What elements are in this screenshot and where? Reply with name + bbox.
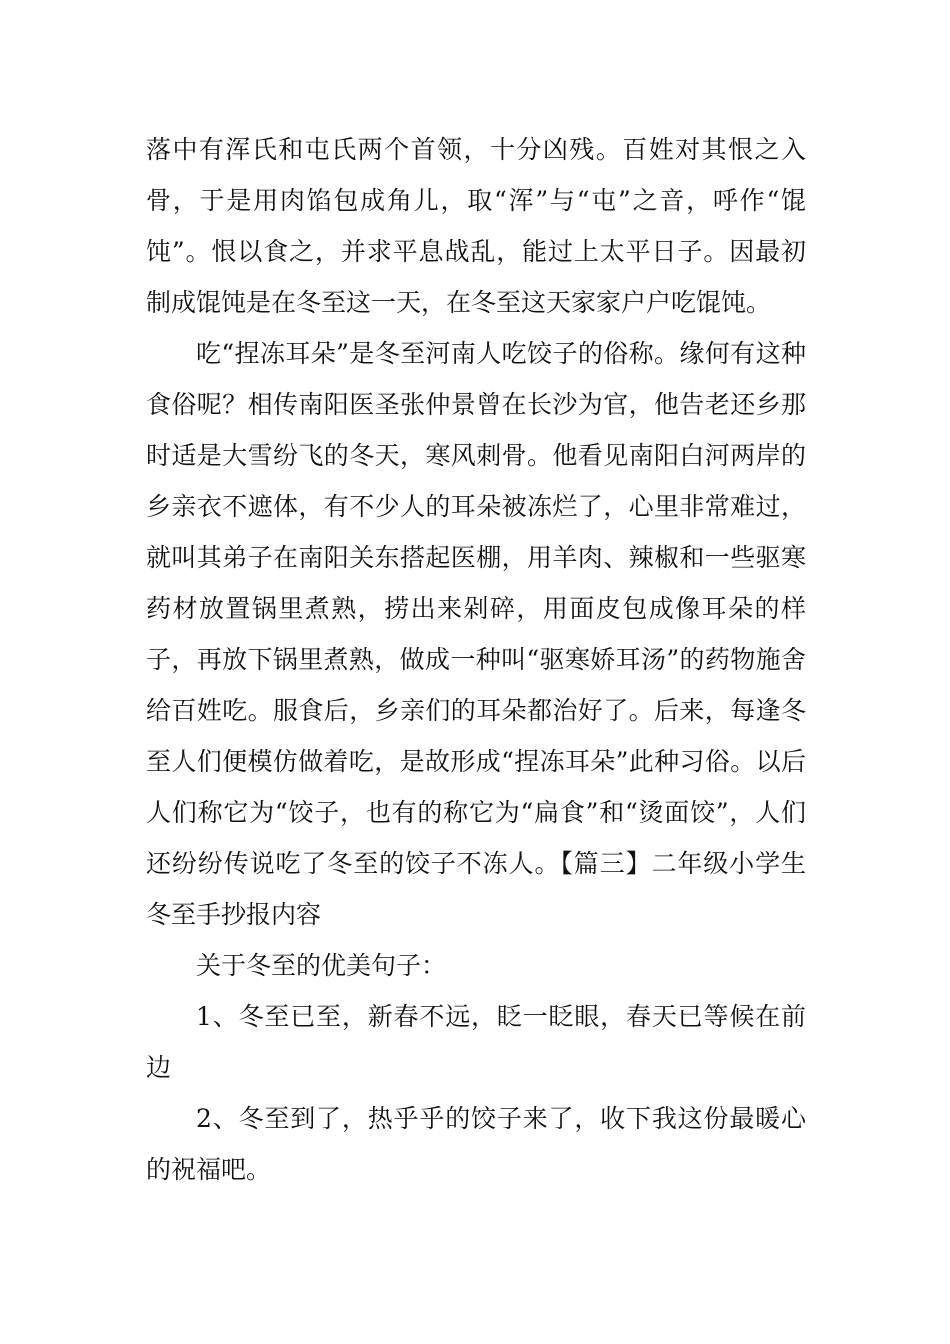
list-item-sentence-1 [146,991,806,1093]
paragraph-text: 落中有浑氏和屯氏两个首领，十分凶残。百姓对其恨之入骨，于是用肉馅包成角儿，取“浑”与“屯”之音，呼作“馄饨”。恨以食之，并求平息战乱，能过上太平日子。因最初制成馄饨是在冬至这一天，在冬至这天家家户户吃馄饨。 [146,135,806,317]
paragraph-text: 关于冬至的优美句子： [196,951,447,980]
paragraph-text: 吃“捏冻耳朵”是冬至河南人吃饺子的俗称。缘何有这种食俗呢？相传南阳医圣张仲景曾在长沙为官，他告老还乡那时适是大雪纷飞的冬天，寒风刺骨。他看见南阳白河两岸的乡亲衣不遮体，有不少人的耳朵被冻烂了，心里非常难过，就叫其弟子在南阳关东搭起医棚，用羊肉、辣椒和一些驱寒药材放置锅里煮熟，捞出来剁碎，用面皮包成像耳朵的样子，再放下锅里煮熟，做成一种叫“驱寒娇耳汤”的药物施舍给百姓吃。服食后，乡亲们的耳朵都治好了。后来，每逢冬至人们便模仿做着吃，是故形成“捏冻耳朵”此种习俗。以后人们称它为“饺子，也有的称它为“扁食”和“烫面饺”，人们还纷纷传说吃了冬至的饺子不冻人。 [146,339,806,878]
paragraph-dumpling-origin [146,328,806,940]
paragraph-text: 1、冬至已至，新春不远，眨一眨眼，春天已等候在前边 [146,1002,806,1082]
paragraph-wonton-origin [146,124,806,328]
document-body [146,124,806,1195]
section-heading-part-three: 【篇三】二年级小学生冬至手抄报内容 [146,849,806,929]
paragraph-text: 2、冬至到了，热乎乎的饺子来了，收下我这份最暖心的祝福吧。 [146,1104,806,1184]
paragraph-beautiful-sentences-intro [146,940,806,991]
list-item-sentence-2 [146,1093,806,1195]
